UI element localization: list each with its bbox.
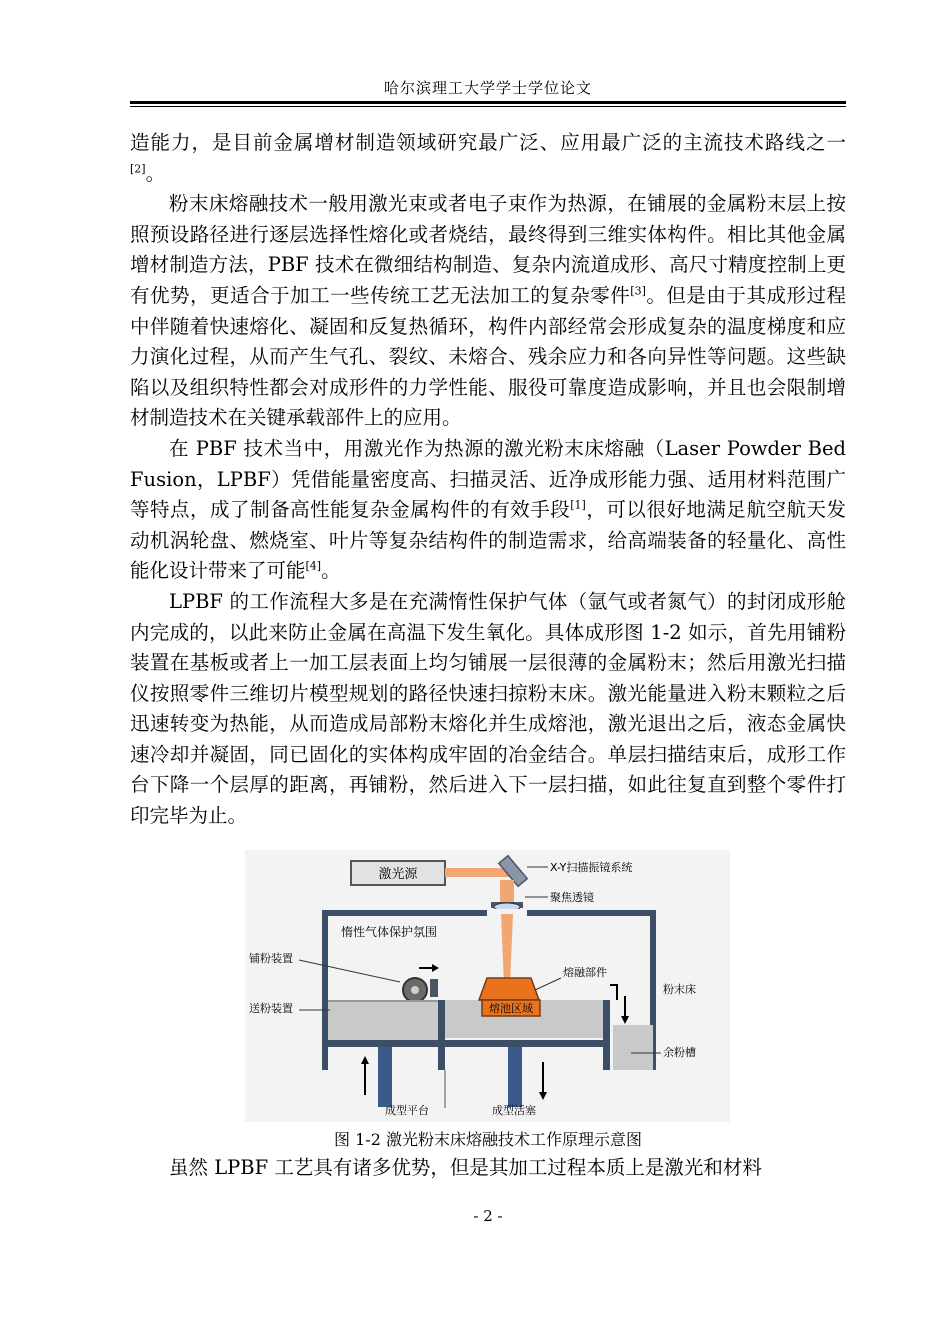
overflow-label: 余粉槽: [663, 1046, 696, 1059]
body-text: [130, 128, 846, 832]
paragraph-3: 在 PBF 技术当中，用激光作为热源的激光粉末床熔融（Laser Powder Bed Fusion，LPBF）凭借能量密度高、扫描灵活、近净成形能力强、适用材料范围广等特点，成了制备高性能复杂金属构件的有效手段[1]，可以很好地满足航空航天发动机涡轮盘、燃烧室、叶片等复杂结构件的制造需求，给高端装备的轻量化、高性能化设计带来了可能[4]。: [130, 436, 846, 583]
paragraph-5-start: 虽然 LPBF 工艺具有诸多优势，但是其加工过程本质上是激光和材料: [169, 1156, 762, 1179]
feeder-label: 送粉装置: [249, 1002, 293, 1015]
laser-beam-horizontal: [445, 868, 513, 877]
paragraph-1: 造能力，是目前金属增材制造领域研究最广泛、应用最广泛的主流技术路线之一[2]。: [130, 131, 846, 185]
melt-pool-label: 熔池区域: [489, 1002, 533, 1015]
laser-beam-vertical: [500, 880, 514, 902]
laser-source-label: 激光源: [378, 867, 418, 882]
atmosphere-label: 惰性气体保护氛围: [341, 925, 438, 939]
feed-platform: [325, 1040, 445, 1047]
recoater-label: 铺粉装置: [249, 952, 293, 965]
lpbf-diagram: [245, 850, 730, 1122]
lens-label: 聚焦透镜: [550, 891, 594, 904]
melted-part-label: 熔融部件: [563, 966, 607, 979]
header-rule-thin: [130, 106, 846, 107]
page-number: - 2 -: [473, 1207, 503, 1225]
overflow-powder: [613, 1025, 653, 1070]
paragraph-2: 粉末床熔融技术一般用激光束或者电子束作为热源，在铺展的金属粉末层上按照预设路径进行逐层选择性熔化或者烧结，最终得到三维实体构件。相比其他金属增材制造方法，PBF 技术在微细结构制造、复杂内流道成形、高尺寸精度控制上更有优势，更适合于加工一些传统工艺无法加工的复杂零件[3]。但是由于其成形过程中伴随着快速熔化、凝固和反复热循环，构件内部经常会形成复杂的温度梯度和应力演化过程，从而产生气孔、裂纹、未熔合、残余应力和各向异性等问题。这些缺陷以及组织特性都会对成形件的力学性能、服役可靠度造成影响，并且也会限制增材制造技术在关键承载部件上的应用。: [130, 192, 846, 430]
feed-powder: [328, 1000, 438, 1040]
running-header: 哈尔滨理工大学学士学位论文: [383, 79, 592, 97]
scanner-label: X-Y扫描振镜系统: [550, 861, 633, 874]
build-platform: [445, 1040, 605, 1047]
melted-part: [479, 978, 539, 1000]
build-piston-label: 成型活塞: [492, 1104, 536, 1117]
figure-caption: 图 1-2 激光粉末床熔融技术工作原理示意图: [334, 1130, 642, 1149]
header-rule-thick: [130, 101, 846, 104]
build-platform-label: 成型平台: [385, 1104, 429, 1117]
feed-piston: [378, 1047, 392, 1107]
paragraph-4: LPBF 的工作流程大多是在充满惰性保护气体（氩气或者氮气）的封闭成形舱内完成的，以此来防止金属在高温下发生氧化。具体成形图 1-2 如示，首先用铺粉装置在基板或者上一加工层表面上均匀铺展一层很薄的金属粉末；然后用激光扫描仪按照零件三维切片模型规划的路径快速扫掠粉末床。激光能量进入粉末颗粒之后迅速转变为热能，从而造成局部粉末熔化并生成熔池，激光退出之后，液态金属快速冷却并凝固，同已固化的实体构成牢固的冶金结合。单层扫描结束后，成形工作台下降一个层厚的距离，再铺粉，然后进入下一层扫描，如此往复直到整个零件打印完毕为止。: [130, 589, 846, 828]
build-piston: [508, 1047, 522, 1107]
powder-bed-label: 粉末床: [663, 983, 696, 996]
